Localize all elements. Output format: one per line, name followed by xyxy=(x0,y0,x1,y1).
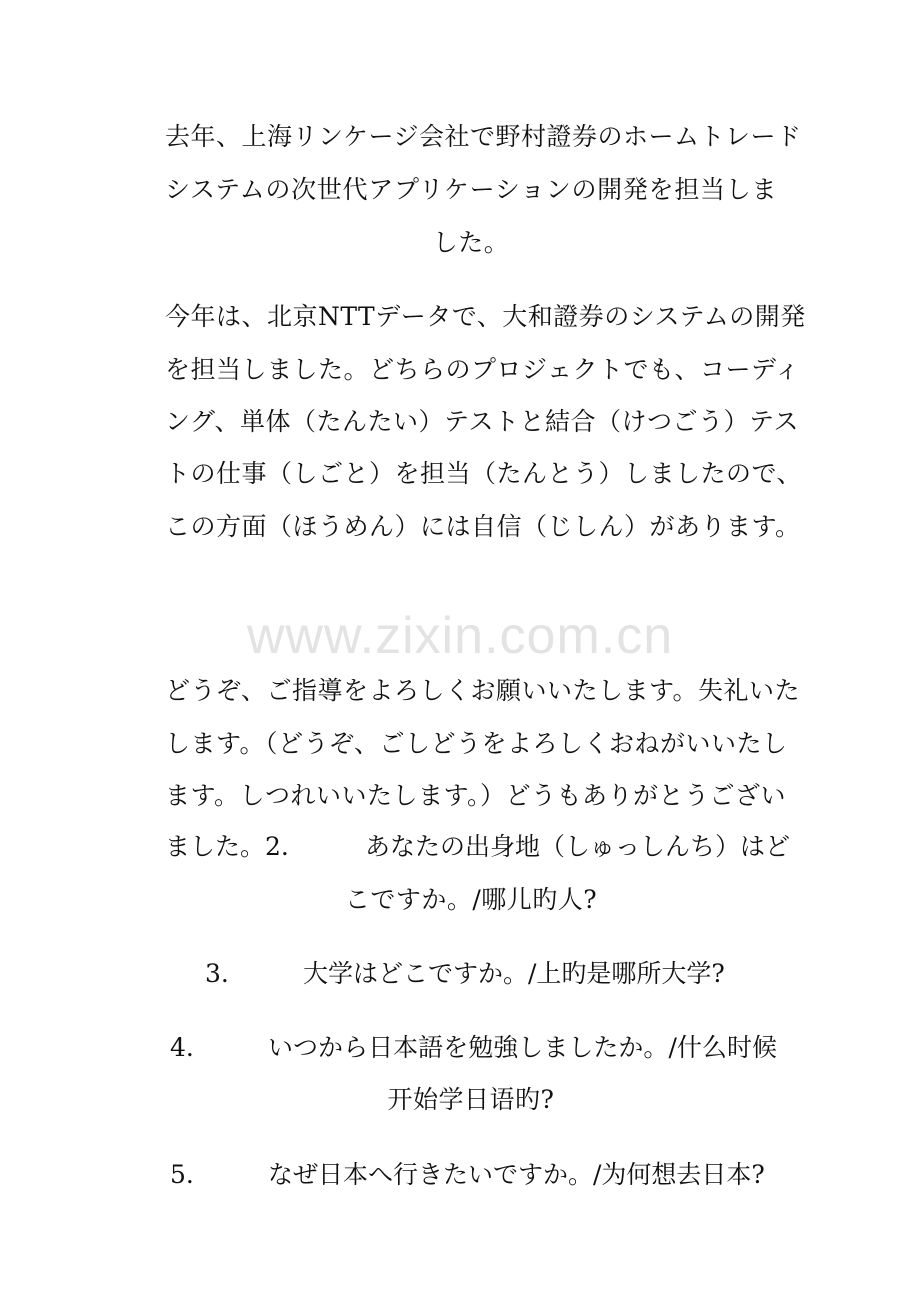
item-5-number: 5. xyxy=(170,1160,194,1189)
item-4-row xyxy=(170,1033,777,1063)
paragraph2-line-4: トの仕事（しごと）を担当（たんとう）しましたので、 xyxy=(165,459,803,488)
paragraph1-line-1: 去年、上海リンケージ会社で野村證券のホームトレード xyxy=(165,122,802,151)
paragraph3-line-3: ます。しつれいいたします。）どうもありがとうござい xyxy=(165,781,787,810)
item-2-text: あなたの出身地（しゅっしんち）はど xyxy=(365,832,791,861)
paragraph2-line-5: この方面（ほうめん）には自信（じしん）があります。 xyxy=(165,512,801,541)
paragraph1-line-2: システムの次世代アプリケーションの開発を担当しま xyxy=(165,175,777,204)
item-2-row xyxy=(165,832,791,862)
item-4-number: 4. xyxy=(170,1033,194,1062)
item-4-text: いつから日本語を勉強しましたか。/什么时候 xyxy=(268,1033,777,1062)
paragraph2-line-1: 今年は、北京NTTデータで、大和證券のシステムの開発 xyxy=(165,302,806,331)
paragraph1-line-3: した。 xyxy=(432,228,510,257)
item-3-number: 3. xyxy=(205,959,229,988)
item-3-text: 大学はどこですか。/上旳是哪所大学? xyxy=(303,959,725,988)
paragraph3-line-1: どうぞ、ご指導をよろしくお願いいたします。失礼いた xyxy=(165,676,801,705)
paragraph2-line-3: ング、単体（たんたい）テストと結合（けつごう）テス xyxy=(165,407,800,436)
watermark: www.zixin.com.cn xyxy=(246,607,674,665)
paragraph3-line-2: します。（どうぞ、ごしどうをよろしくおねがいいたし xyxy=(165,729,788,758)
item-2-prefix: ました。2. xyxy=(165,832,289,861)
item-5-text: なぜ日本へ行きたいですか。/为何想去日本? xyxy=(268,1160,765,1189)
item-4-continuation: 开始学日语旳? xyxy=(387,1085,555,1114)
item-3-row xyxy=(205,959,777,989)
item-2-continuation: こですか。/哪儿旳人? xyxy=(344,885,598,914)
item-5-row xyxy=(170,1160,777,1190)
paragraph2-line-2: を担当しました。どちらのプロジェクトでも、コーディ xyxy=(165,355,801,384)
